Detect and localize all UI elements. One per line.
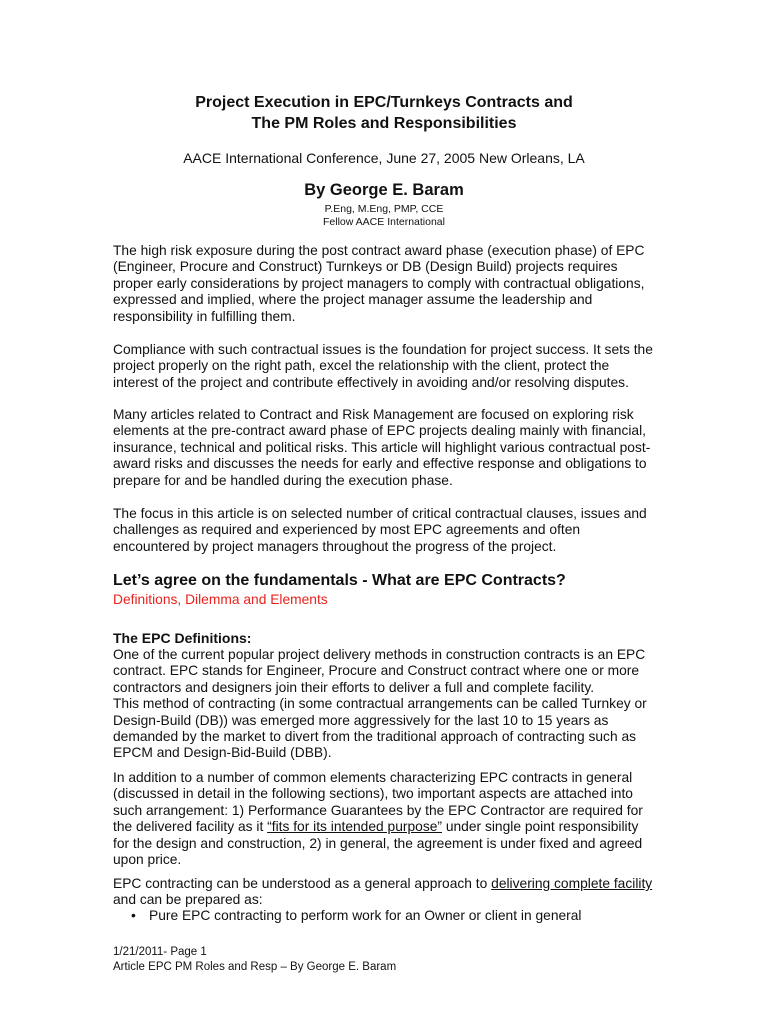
text-fragment: the delivered facility as it <box>113 819 268 835</box>
title-line-2: The PM Roles and Responsibilities <box>251 115 517 132</box>
intro-paragraph-2 <box>113 342 658 391</box>
underlined-phrase: “fits for its intended purpose” <box>267 819 442 835</box>
text-line <box>113 876 658 892</box>
text-line: In addition to a number of common elements characterizing EPC contracts in general <box>113 770 633 785</box>
title-line-1: Project Execution in EPC/Turnkeys Contracts and <box>195 94 573 111</box>
definitions-heading: The EPC Definitions: <box>113 630 252 646</box>
text-line: Design-Build (DB)) was emerged more aggressively for the last 10 to 15 years as <box>113 712 609 728</box>
section-heading-fundamentals: Let’s agree on the fundamentals - What are EPC Contracts? <box>113 572 566 589</box>
definitions-paragraph-3 <box>113 876 658 909</box>
text-line: responsibility in fulfilling them. <box>113 308 296 324</box>
text-line: The focus in this article is on selected number of critical contractual clauses, issues and <box>113 506 647 521</box>
text-line: Many articles related to Contract and Risk Management are focused on exploring risk <box>113 407 634 422</box>
text-line: project properly on the right path, excel the relationship with the client, protect the <box>113 358 610 374</box>
text-line: (Engineer, Procure and Construct) Turnkeys or DB (Design Build) projects requires <box>113 259 618 275</box>
text-line: demanded by the market to divert from the traditional approach of contracting such as <box>113 729 637 745</box>
author-credentials: P.Eng, M.Eng, PMP, CCE <box>324 203 444 215</box>
text-line: This method of contracting (in some contractual arrangements can be called Turnkey or <box>113 696 647 712</box>
author-byline: By George E. Baram <box>304 181 464 199</box>
text-line: encountered by project managers throughout the progress of the project. <box>113 538 557 554</box>
conference-line: AACE International Conference, June 27, 2005 New Orleans, LA <box>183 150 585 166</box>
section-subheading: Definitions, Dilemma and Elements <box>113 592 328 607</box>
definitions-paragraph-1 <box>113 647 658 762</box>
text-line: upon price. <box>113 852 182 868</box>
text-line: proper early considerations by project managers to comply with contractual obligations, <box>113 275 645 291</box>
text-line: for the design and construction, 2) in general, the agreement is under fixed and agreed <box>113 835 643 851</box>
intro-paragraph-4 <box>113 506 658 555</box>
text-line: Compliance with such contractual issues is the foundation for project success. It sets the <box>113 342 653 357</box>
text-line <box>113 819 658 835</box>
text-line: interest of the project and contribute effectively in avoiding and/or resolving disputes. <box>113 374 629 390</box>
bullet-symbol: • <box>131 908 136 923</box>
text-line: expressed and implied, where the project manager assume the leadership and <box>113 292 593 308</box>
intro-paragraph-1 <box>113 243 658 325</box>
text-line: such arrangement: 1) Performance Guarantees by the EPC Contractor are required for <box>113 802 643 818</box>
bullet-item <box>131 908 582 923</box>
intro-paragraph-3 <box>113 407 658 489</box>
text-line: EPCM and Design-Bid-Build (DBB). <box>113 745 332 761</box>
text-line: (discussed in detail in the following sections), two important aspects are attached into <box>113 786 633 802</box>
bullet-text: Pure EPC contracting to perform work for an Owner or client in general <box>149 908 582 923</box>
text-line: challenges as required and experienced by most EPC agreements and often <box>113 522 581 538</box>
page-footer <box>113 945 396 975</box>
text-line: insurance, technical and political risks. This article will highlight various contractual post- <box>113 439 651 455</box>
text-fragment: under single point responsibility <box>442 819 639 835</box>
author-fellowship: Fellow AACE International <box>323 216 445 228</box>
text-line: One of the current popular project delivery methods in construction contracts is an EPC <box>113 647 646 662</box>
text-line: elements at the pre-contract award phase of EPC projects dealing mainly with financial, <box>113 423 646 439</box>
footer-article: Article EPC PM Roles and Resp – By George E. Baram <box>113 961 397 973</box>
definitions-paragraph-2 <box>113 770 658 868</box>
text-line: prepare for and be handled during the execution phase. <box>113 472 453 488</box>
text-line: The high risk exposure during the post contract award phase (execution phase) of EPC <box>113 243 645 258</box>
text-line: contractors and designers join their efforts to deliver a full and complete facility. <box>113 679 595 695</box>
text-line: award risks and discusses the needs for early and effective response and obligations to <box>113 456 647 472</box>
text-line: contract. EPC stands for Engineer, Procure and Construct contract where one or more <box>113 663 640 679</box>
footer-date-page: 1/21/2011- Page 1 <box>113 946 207 958</box>
underlined-phrase: delivering complete facility <box>491 876 653 891</box>
text-fragment: EPC contracting can be understood as a general approach to <box>113 876 492 891</box>
text-line: and can be prepared as: <box>113 892 263 908</box>
